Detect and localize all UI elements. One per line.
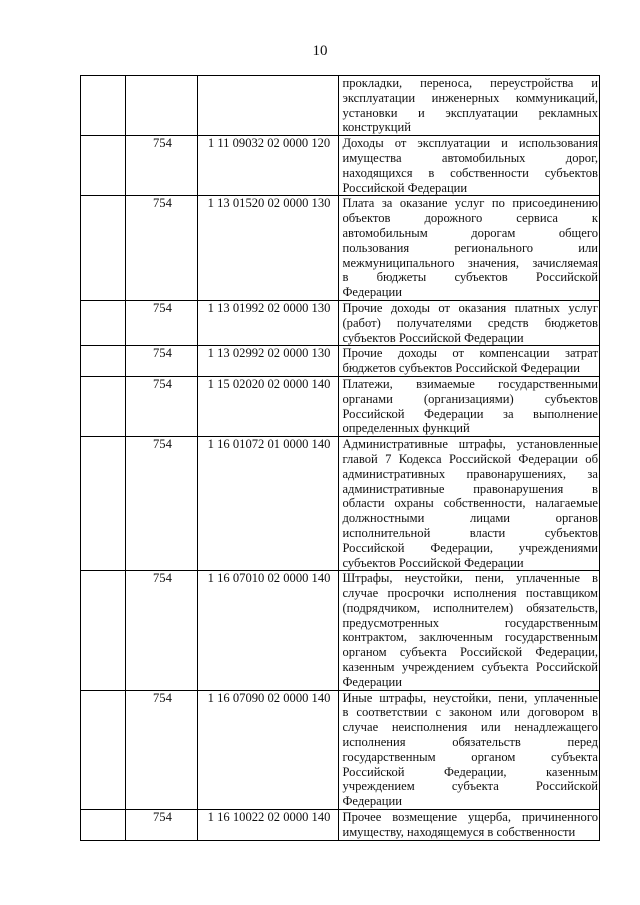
description-line: случае неисполнения или ненадлежащего — [342, 720, 598, 735]
description-line: Российской Федерации — [342, 180, 468, 195]
kbk-code-cell: 1 13 02992 02 0000 130 — [197, 346, 339, 377]
description-line: пользования регионального или — [342, 240, 598, 255]
admin-code-cell: 754 — [126, 810, 197, 841]
empty-cell — [81, 196, 126, 301]
description-line: Доходы от эксплуатации и использования — [342, 136, 598, 151]
empty-cell — [81, 300, 126, 345]
description-line: главой 7 Кодекса Российской Федерации об — [342, 451, 598, 466]
table-row — [81, 571, 600, 690]
kbk-code-cell: 1 16 07010 02 0000 140 — [197, 571, 339, 690]
kbk-code-cell: 1 11 09032 02 0000 120 — [197, 136, 339, 196]
description-line: органами (организациями) субъектов — [342, 391, 598, 406]
table-row — [81, 810, 600, 841]
description-cell — [339, 300, 600, 345]
description-line: Прочие доходы от оказания платных услуг — [342, 300, 598, 315]
description-line: субъектов Российской Федерации — [342, 330, 524, 345]
table-body — [81, 76, 600, 841]
description-cell — [339, 136, 600, 196]
description-line: Прочие доходы от компенсации затрат — [342, 346, 598, 361]
kbk-code-cell: 1 13 01992 02 0000 130 — [197, 300, 339, 345]
description-line: Федерации — [342, 794, 402, 809]
description-line: (подрядчиком, исполнителем) обязательств, — [342, 600, 598, 615]
page-number: 10 — [312, 43, 328, 59]
description-line: Российской Федерации, учреждениями — [342, 540, 598, 555]
description-line: Прочее возмещение ущерба, причиненного — [342, 810, 598, 825]
description-cell — [339, 346, 600, 377]
description-line: (работ) получателями средств бюджетов — [342, 315, 598, 330]
description-line: Российской Федерации, казенным — [342, 764, 598, 779]
description-cell — [339, 690, 600, 809]
admin-code-cell: 754 — [126, 300, 197, 345]
description-line: Плата за оказание услуг по присоединению — [342, 196, 598, 211]
description-line: Административные штрафы, установленные — [342, 437, 598, 452]
description-line: Штрафы, неустойки, пени, уплаченные в — [342, 571, 598, 586]
table-row — [81, 136, 600, 196]
description-line: государственным органом субъекта — [342, 749, 598, 764]
description-line: прокладки, переноса, переустройства и — [342, 76, 598, 90]
description-line: учреждением субъекта Российской — [342, 779, 598, 794]
empty-cell — [81, 376, 126, 436]
table-row — [81, 690, 600, 809]
description-line: органом субъекта Российской Федерации, — [342, 645, 598, 660]
description-cell — [339, 571, 600, 690]
description-line: бюджетов субъектов Российской Федерации — [342, 361, 581, 376]
admin-code-cell: 754 — [126, 690, 197, 809]
description-line: области охраны собственности, налагаемые — [342, 496, 598, 511]
kbk-code-cell: 1 16 10022 02 0000 140 — [197, 810, 339, 841]
description-line: административные правонарушения в — [342, 481, 598, 496]
description-line: имуществу, находящемуся в собственности — [342, 824, 576, 839]
kbk-code-cell — [197, 76, 339, 136]
description-line: межмуниципального значения, зачисляемая — [342, 255, 598, 270]
description-line: автомобильным дорогам общего — [342, 225, 598, 240]
table-row — [81, 196, 600, 301]
description-line: исполнительной власти субъектов — [342, 525, 598, 540]
revenue-codes-table — [80, 75, 600, 841]
description-line: Иные штрафы, неустойки, пени, уплаченные — [342, 690, 598, 705]
description-line: установки и эксплуатации рекламных — [342, 105, 598, 120]
empty-cell — [81, 810, 126, 841]
description-line: должностными лицами органов — [342, 511, 598, 526]
admin-code-cell — [126, 76, 197, 136]
empty-cell — [81, 571, 126, 690]
empty-cell — [81, 346, 126, 377]
admin-code-cell: 754 — [126, 346, 197, 377]
empty-cell — [81, 690, 126, 809]
description-line: эксплуатации инженерных коммуникаций, — [342, 90, 598, 105]
kbk-code-cell: 1 16 01072 01 0000 140 — [197, 437, 339, 571]
admin-code-cell: 754 — [126, 376, 197, 436]
description-line: определенных функций — [342, 421, 470, 436]
description-line: контрактом, заключенным государственным — [342, 630, 598, 645]
description-line: субъектов Российской Федерации — [342, 555, 524, 570]
kbk-code-cell: 1 15 02020 02 0000 140 — [197, 376, 339, 436]
description-line: Федерации — [342, 285, 402, 300]
admin-code-cell: 754 — [126, 136, 197, 196]
description-line: конструкций — [342, 120, 411, 135]
description-line: административных правонарушениях, за — [342, 466, 598, 481]
table-row — [81, 300, 600, 345]
table-row — [81, 376, 600, 436]
description-line: казенным учреждением субъекта Российской — [342, 660, 598, 675]
admin-code-cell: 754 — [126, 437, 197, 571]
description-cell — [339, 810, 600, 841]
description-line: предусмотренных государственным — [342, 615, 598, 630]
kbk-code-cell: 1 16 07090 02 0000 140 — [197, 690, 339, 809]
empty-cell — [81, 136, 126, 196]
description-cell — [339, 196, 600, 301]
description-line: исполнения обязательств перед — [342, 735, 598, 750]
description-cell — [339, 437, 600, 571]
description-line: имущества автомобильных дорог, — [342, 150, 598, 165]
description-line: случае просрочки исполнения поставщиком — [342, 586, 598, 601]
admin-code-cell: 754 — [126, 196, 197, 301]
description-line: в бюджеты субъектов Российской — [342, 270, 598, 285]
description-line: Федерации — [342, 674, 402, 689]
admin-code-cell: 754 — [126, 571, 197, 690]
description-line: в соответствии с законом или договором в — [342, 705, 598, 720]
description-line: Платежи, взимаемые государственными — [342, 376, 598, 391]
empty-cell — [81, 76, 126, 136]
description-line: Российской Федерации за выполнение — [342, 406, 598, 421]
description-line: находящихся в собственности субъектов — [342, 165, 598, 180]
empty-cell — [81, 437, 126, 571]
table-row — [81, 346, 600, 377]
description-cell — [339, 376, 600, 436]
description-line: объектов дорожного сервиса к — [342, 211, 598, 226]
table-row — [81, 76, 600, 136]
table-row — [81, 437, 600, 571]
description-cell — [339, 76, 600, 136]
kbk-code-cell: 1 13 01520 02 0000 130 — [197, 196, 339, 301]
